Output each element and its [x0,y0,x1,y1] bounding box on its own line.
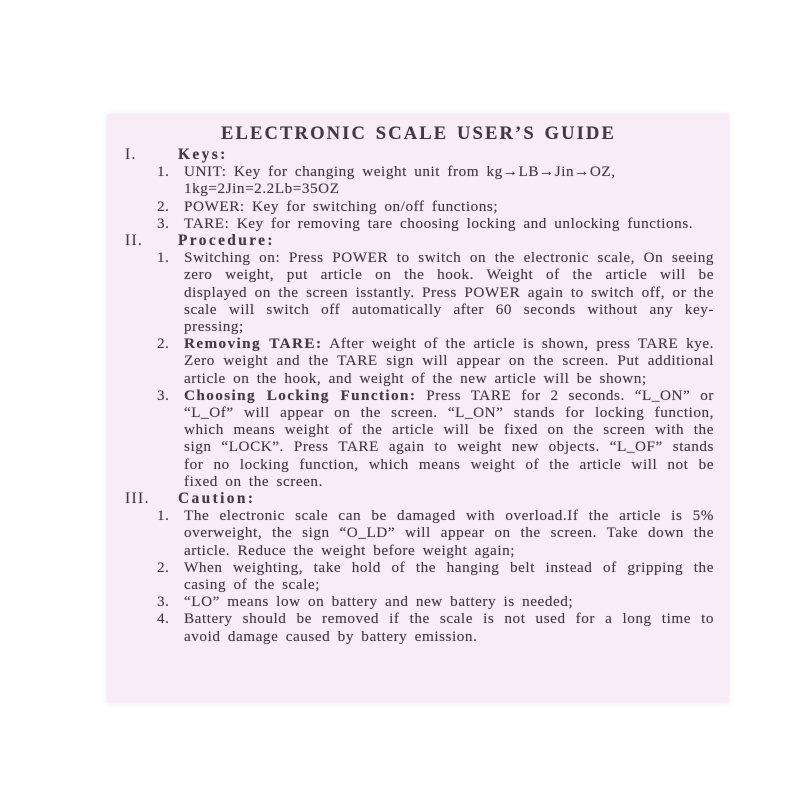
item-text [184,610,714,644]
list-item [123,198,714,215]
item-number: 4. [157,610,170,628]
section-heading: Procedure: [178,232,275,250]
list-item [123,507,714,559]
document-content [107,114,729,645]
list-item [123,387,714,490]
item-lead: Choosing Locking Function: [184,386,417,404]
item-text-main: When weighting, take hold of the hanging belt instead of gripping the casing of the scale; [184,558,714,594]
item-text [184,335,714,387]
section-keys [123,146,714,163]
section-heading: Keys: [178,146,228,163]
document-paper [107,114,729,703]
list-item [123,215,714,232]
item-text-main: Press TARE for 2 seconds. “L_ON” or “L_Of” will appear on the screen. “L_ON” stands for locking function, which means weight of the article will be fixed on the screen with the sign “LOCK”. Press TARE again to weight new objects. “L_OF” stands for no locking function, which means weight of the article will not be fixed on the screen. [184,386,714,490]
page-title: ELECTRONIC SCALE USER’S GUIDE [221,123,616,144]
section-caution [123,490,714,507]
item-text-line2: 1kg=2Jin=2.2Lb=35OZ [184,180,340,198]
item-number: 3. [157,593,170,611]
item-text [184,559,714,593]
item-text [184,593,714,610]
item-number: 3. [157,214,170,232]
item-text-main: “LO” means low on battery and new battery is needed; [184,593,574,611]
item-text [184,163,714,197]
item-text-main: UNIT: Key for changing weight unit from kg→LB→Jin→OZ, [184,163,616,181]
item-text-main: Switching on: Press POWER to switch on the electronic scale, On seeing zero weight, put article on the hook. Weight of the article will be displayed on the screen isstantly. Press POWER again to switch off, or the scale will switch off automatically after 60 seconds without any key-pressing; [184,249,714,336]
section-numeral: I. [125,146,137,163]
item-text [184,198,714,215]
item-number: 2. [157,197,170,215]
list-item [123,249,714,335]
list-item [123,559,714,593]
section-numeral: II. [125,232,144,250]
item-text [184,507,714,559]
section-numeral: III. [125,490,150,508]
item-text-main: TARE: Key for removing tare choosing locking and unlocking functions. [184,214,694,232]
list-item [123,335,714,387]
item-number: 2. [157,558,170,576]
item-text [184,215,714,232]
item-number: 2. [157,335,170,353]
list-item [123,593,714,610]
item-number: 3. [157,386,170,404]
list-item [123,163,714,197]
item-number: 1. [157,249,170,267]
section-heading: Caution: [178,490,256,508]
item-text-main: After weight of the article is shown, press TARE kye. Zero weight and the TARE sign will appear on the screen. Put additional article on the hook, and weight of the new article will be shown; [184,335,715,387]
list-item [123,610,714,644]
item-text [184,249,714,335]
item-text-main: POWER: Key for switching on/off functions; [184,197,499,215]
item-text-main: Battery should be removed if the scale is not used for a long time to avoid damage caused by battery emission. [184,610,714,645]
section-procedure [123,232,714,249]
item-text-main: The electronic scale can be damaged with overload.If the article is 5% overweight, the sign “O_LD” will appear on the screen. Take down the article. Reduce the weight before weight again; [184,507,714,559]
item-number: 1. [157,507,170,525]
item-text [184,387,714,490]
item-lead: Removing TARE: [184,335,323,353]
item-number: 1. [157,163,170,181]
